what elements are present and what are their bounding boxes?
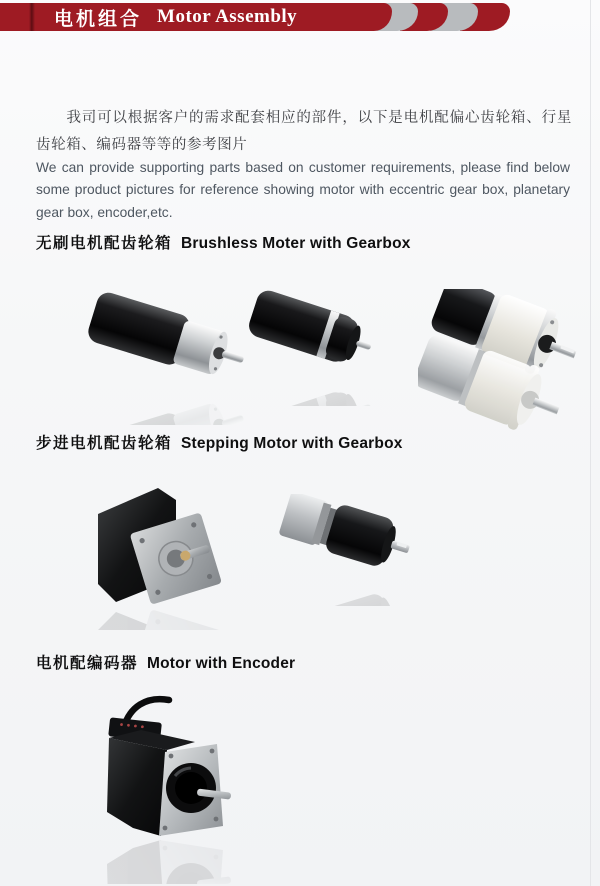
intro-paragraph-en: We can provide supporting parts based on customer requirements, please find below some product pictures for reference showing motor with eccentric gear box, planetary gear box, encoder,etc. [36,159,570,220]
page-title-en: Motor Assembly [157,6,298,27]
intro-paragraph-zh: 我司可以根据客户的需求配套相应的部件，以下是电机配偏心齿轮箱、行星齿轮箱、编码器等等的参考图片 [36,109,572,153]
photo-brushless-motor-planetary-pair [418,289,586,441]
section-heading-brushless [36,231,411,253]
section-heading-encoder-en: Motor with Encoder [147,655,296,672]
brushless-motor-ring-image [243,286,388,406]
section-heading-encoder [36,651,295,673]
stepping-motor-round-gearbox-image [272,494,412,606]
page-title-zh: 电机组合 [54,8,143,30]
stepping-motor-square-gearbox-image [84,478,236,630]
motor-with-encoder-image [101,690,255,884]
brushless-motor-inline-gearbox-image [78,290,246,425]
page-edge-line [590,0,591,886]
photo-motor-with-encoder [101,690,255,884]
section-heading-stepping [36,431,403,453]
photo-stepping-motor-round-gearbox [272,494,412,606]
section-heading-stepping-en: Stepping Motor with Gearbox [181,435,403,452]
photo-stepping-motor-square-gearbox [84,478,236,630]
header-bar [0,3,392,31]
brushless-motor-planetary-pair-image [418,289,586,441]
section-heading-brushless-zh: 无刷电机配齿轮箱 [36,235,173,252]
header-bar-spine-shadow [29,3,35,31]
photo-brushless-motor-ring [243,286,388,406]
section-heading-encoder-zh: 电机配编码器 [36,655,139,672]
photo-brushless-motor-inline-gearbox [78,290,246,425]
section-heading-stepping-zh: 步进电机配齿轮箱 [36,435,173,452]
section-heading-brushless-en: Brushless Moter with Gearbox [181,235,411,252]
